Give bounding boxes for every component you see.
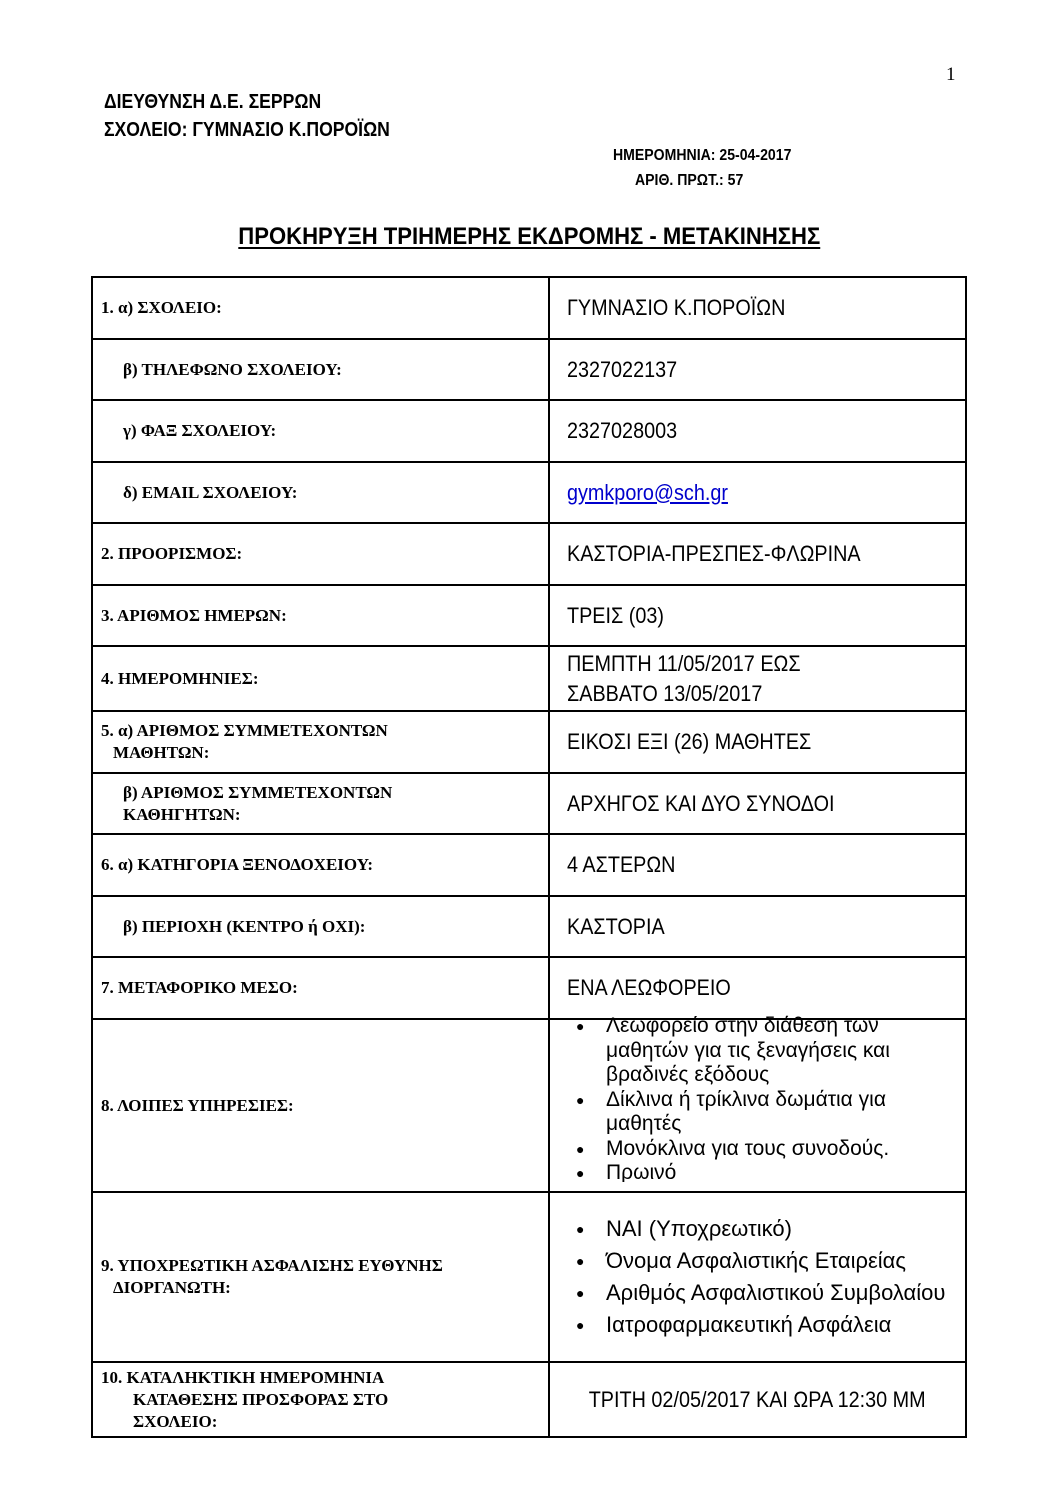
directorate-heading: ΔΙΕΥΘΥΝΣΗ Δ.Ε. ΣΕΡΡΩΝ [104, 91, 322, 113]
students-value [549, 711, 966, 773]
transport-value [549, 957, 966, 1019]
days-label: 3. ΑΡΙΘΜΟΣ ΗΜΕΡΩΝ: [92, 585, 549, 646]
table-row [92, 400, 966, 462]
days-value [549, 585, 966, 646]
table-row [92, 523, 966, 585]
list-item: ● Μονόκλινα για τους συνοδούς. [576, 1137, 965, 1162]
transport-label: 7. ΜΕΤΑΦΟΡΙΚΟ ΜΕΣΟ: [92, 957, 549, 1019]
deadline-label-line-2: ΚΑΤΑΘΕΣΗΣ ΠΡΟΣΦΟΡΑΣ ΣΤΟ [133, 1389, 389, 1409]
phone-value [549, 339, 966, 400]
fax-value [549, 400, 966, 462]
table-row [92, 957, 966, 1019]
students-label [92, 711, 549, 773]
hotel-category-value [549, 834, 966, 896]
list-item: ● Όνομα Ασφαλιστικής Εταιρείας [576, 1245, 965, 1277]
teachers-text: ΑΡΧΗΓΟΣ ΚΑΙ ΔΥΟ ΣΥΝΟΔΟΙ [567, 790, 835, 816]
email-label: δ) EMAIL ΣΧΟΛΕΙΟΥ: [92, 462, 549, 523]
destination-text: ΚΑΣΤΟΡΙΑ-ΠΡΕΣΠΕΣ-ΦΛΩΡΙΝΑ [567, 541, 861, 566]
hotel-area-label: β) ΠΕΡΙΟΧΗ (ΚΕΝΤΡΟ ή ΟΧΙ): [92, 896, 549, 957]
list-item: ● ΝΑΙ (Υποχρεωτικό) [576, 1213, 965, 1245]
deadline-label-line-1: 10. ΚΑΤΑΛΗΚΤΙΚΗ ΗΜΕΡΟΜΗΝΙΑ [101, 1367, 385, 1387]
fax-text: 2327028003 [567, 418, 678, 443]
protocol-number: ΑΡΙΘ. ΠΡΩΤ.: 57 [635, 172, 744, 189]
services-list [550, 1014, 965, 1182]
insurance-list [550, 1213, 965, 1341]
services-value [549, 1014, 966, 1192]
table-row [92, 773, 966, 834]
insurance-value [549, 1192, 966, 1362]
teachers-label-line-1: β) ΑΡΙΘΜΟΣ ΣΥΜΜΕΤΕΧΟΝΤΩΝ [123, 782, 393, 802]
phone-text: 2327022137 [567, 356, 678, 382]
table-row [92, 1019, 966, 1192]
deadline-value [549, 1362, 966, 1437]
table-row [92, 277, 966, 339]
insurance-label-line-2: ΔΙΟΡΓΑΝΩΤΗ: [113, 1278, 231, 1297]
page-number: 1 [946, 64, 956, 85]
destination-label: 2. ΠΡΟΟΡΙΣΜΟΣ: [92, 523, 549, 585]
dates-value [549, 646, 966, 711]
document-title [0, 223, 1058, 251]
trip-details-table [91, 276, 967, 1438]
dates-label: 4. ΗΜΕΡΟΜΗΝΙΕΣ: [92, 646, 549, 711]
dates-line-1: ΠΕΜΠΤΗ 11/05/2017 ΕΩΣ [567, 650, 801, 676]
fax-label: γ) ΦΑΞ ΣΧΟΛΕΙΟΥ: [92, 400, 549, 462]
days-text: ΤΡΕΙΣ (03) [567, 602, 664, 628]
table-row [92, 896, 966, 957]
dates-line-2: ΣΑΒΒΑΤΟ 13/05/2017 [567, 680, 763, 706]
table-row [92, 339, 966, 400]
table-row [92, 711, 966, 773]
list-item: ● Δίκλινα ή τρίκλινα δωμάτια για μαθητές [576, 1088, 965, 1137]
destination-value [549, 523, 966, 585]
teachers-value [549, 773, 966, 834]
school-name-label: 1. α) ΣΧΟΛΕΙΟ: [92, 277, 549, 339]
students-text: ΕΙΚΟΣΙ ΕΞΙ (26) ΜΑΘΗΤΕΣ [567, 729, 812, 754]
document-title-text: ΠΡΟΚΗΡΥΞΗ ΤΡΙΗΜΕΡΗΣ ΕΚΔΡΟΜΗΣ - ΜΕΤΑΚΙΝΗΣΗΣ [238, 223, 820, 250]
email-value [549, 462, 966, 523]
table-row [92, 646, 966, 711]
table-row [92, 834, 966, 896]
table-row [92, 462, 966, 523]
list-item: ● Αριθμός Ασφαλιστικού Συμβολαίου [576, 1277, 965, 1309]
list-item: ● Λεωφορείο στην διάθεση των μαθητών για τις ξεναγήσεις και βραδινές εξόδους [576, 1014, 965, 1088]
hotel-area-text: ΚΑΣΤΟΡΙΑ [567, 913, 665, 939]
deadline-label [92, 1362, 549, 1437]
services-label: 8. ΛΟΙΠΕΣ ΥΠΗΡΕΣΙΕΣ: [92, 1019, 549, 1192]
deadline-text: ΤΡΙΤΗ 02/05/2017 ΚΑΙ ΩΡΑ 12:30 ΜΜ [589, 1386, 926, 1412]
table-row [92, 585, 966, 646]
document-date: ΗΜΕΡΟΜΗΝΙΑ: 25-04-2017 [613, 147, 792, 164]
list-item: ● Ιατροφαρμακευτική Ασφάλεια [576, 1309, 965, 1341]
hotel-category-text: 4 ΑΣΤΕΡΩΝ [567, 852, 676, 877]
table-row [92, 1192, 966, 1362]
school-name-value [549, 277, 966, 339]
list-item: ● Πρωινό [576, 1161, 965, 1182]
teachers-label-line-2: ΚΑΘΗΓΗΤΩΝ: [123, 804, 241, 824]
email-link[interactable]: gymkporo@sch.gr [567, 479, 728, 505]
phone-label: β) ΤΗΛΕΦΩΝΟ ΣΧΟΛΕΙΟΥ: [92, 339, 549, 400]
students-label-line-2: ΜΑΘΗΤΩΝ: [113, 743, 210, 762]
school-heading: ΣΧΟΛΕΙΟ: ΓΥΜΝΑΣΙΟ Κ.ΠΟΡΟΪΩΝ [104, 119, 390, 141]
teachers-label [92, 773, 549, 834]
transport-text: ΕΝΑ ΛΕΩΦΟΡΕΙΟ [567, 975, 731, 1000]
hotel-category-label: 6. α) ΚΑΤΗΓΟΡΙΑ ΞΕΝΟΔΟΧΕΙΟΥ: [92, 834, 549, 896]
insurance-label-line-1: 9. ΥΠΟΧΡΕΩΤΙΚΗ ΑΣΦΑΛΙΣΗΣ ΕΥΘΥΝΗΣ [101, 1256, 443, 1275]
school-name-text: ΓΥΜΝΑΣΙΟ Κ.ΠΟΡΟΪΩΝ [567, 295, 786, 320]
table-row [92, 1362, 966, 1437]
deadline-label-line-3: ΣΧΟΛΕΙΟ: [133, 1411, 218, 1431]
hotel-area-value [549, 896, 966, 957]
students-label-line-1: 5. α) ΑΡΙΘΜΟΣ ΣΥΜΜΕΤΕΧΟΝΤΩΝ [101, 721, 388, 740]
insurance-label [92, 1192, 549, 1362]
